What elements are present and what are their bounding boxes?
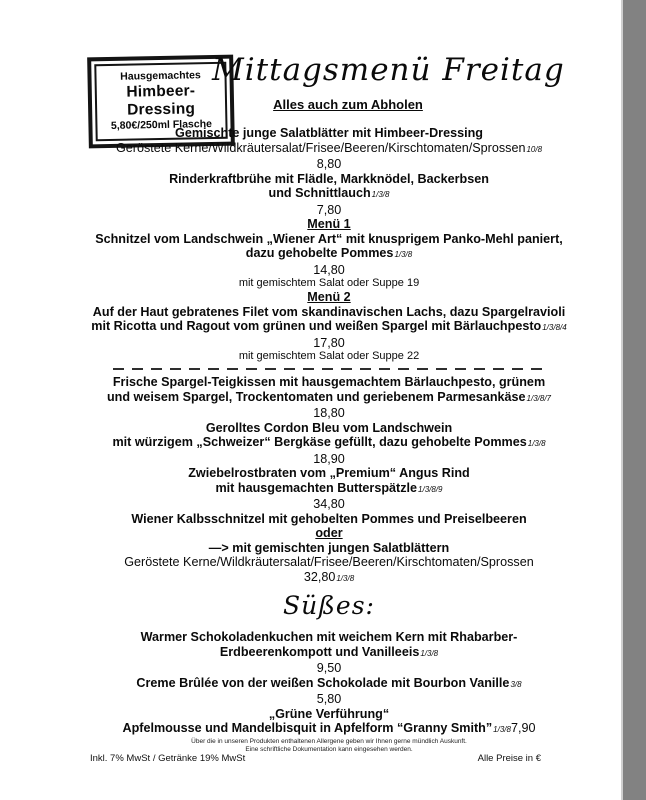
inline-price: 7,90	[510, 721, 536, 735]
menu-line-text: dazu gehobelte Pommes	[245, 246, 394, 260]
menu-line-dish	[83, 721, 575, 738]
menu-line-desc	[83, 141, 575, 158]
allergen-codes: 1/3/8/9	[418, 484, 443, 494]
menu-line-dish	[83, 707, 575, 722]
allergen-codes: 1/3/8/4	[542, 323, 567, 332]
allergen-codes: 1/3/8	[336, 573, 355, 583]
menu-line-dish	[83, 541, 575, 556]
menu-line-text: Menü 1	[307, 217, 351, 231]
menu-line-text: 9,50	[316, 661, 342, 675]
menu-line-mheading	[83, 217, 575, 232]
menu-line-text: 32,80	[303, 569, 336, 584]
menu-line-note	[83, 350, 575, 363]
menu-line-text: Zwiebelrostbraten vom „Premium“ Angus Rind	[188, 466, 470, 480]
allergen-codes: 10/8	[526, 144, 543, 154]
allergen-codes: 1/3/8	[371, 190, 390, 199]
menu-line-divider	[113, 368, 546, 370]
menu-line-price	[83, 661, 575, 676]
menu-line-text: mit Ricotta und Ragout vom grünen und weißen Spargel mit Bärlauchpesto	[91, 319, 542, 333]
menu-line-dish	[83, 305, 575, 320]
menu-line-text: 5,80	[316, 692, 342, 706]
menu-lines	[83, 126, 575, 755]
menu-line-text: 34,80	[313, 497, 345, 511]
menu-line-text: Gerolltes Cordon Bleu vom Landschwein	[205, 420, 453, 435]
menu-line-text: Menü 2	[307, 290, 351, 304]
menu-line-dish	[83, 126, 575, 141]
menu-line-text: Geröstete Kerne/Wildkräutersalat/Frisee/Beeren/Kirschtomaten/Sprossen	[124, 555, 534, 569]
menu-line-text: Gemischte junge Salatblätter mit Himbeer-Dressing	[175, 126, 483, 140]
menu-line-mheading	[83, 290, 575, 305]
menu-line-price	[83, 406, 575, 421]
allergen-codes: 3/8	[510, 679, 522, 689]
menu-line-text: mit gemischtem Salat oder Suppe 19	[238, 277, 420, 289]
menu-line-text: mit gemischtem Salat oder Suppe 22	[238, 350, 420, 362]
menu-line-text: Frische Spargel-Teigkissen mit hausgemachtem Bärlauchpesto, grünem	[112, 375, 546, 389]
vat-note: Inkl. 7% MwSt / Getränke 19% MwSt	[90, 753, 246, 764]
menu-line-text: 8,80	[316, 157, 342, 171]
menu-line-script	[83, 586, 575, 630]
currency-note: Alle Preise in €	[477, 753, 541, 764]
menu-line-text: Rinderkraftbrühe mit Flädle, Markknödel, Backerbsen	[169, 171, 489, 186]
takeaway-note: Alles auch zum Abholen	[273, 97, 423, 112]
menu-line-text: Warmer Schokoladenkuchen mit weichem Kern mit Rhabarber-	[140, 630, 518, 644]
menu-line-price	[83, 570, 575, 587]
menu-line-price	[83, 336, 575, 351]
menu-line-price	[83, 452, 575, 467]
menu-line-text: 18,90	[313, 451, 345, 466]
menu-line-text: Apfelmousse und Mandelbisquit in Apfelform “Granny Smith”	[122, 721, 493, 735]
menu-line-dish	[83, 390, 575, 407]
menu-line-text: und weisem Spargel, Trockentomaten und geriebenem Parmesankäse	[106, 389, 526, 404]
menu-line-dish	[83, 435, 575, 452]
menu-line-dish	[83, 186, 575, 203]
menu-line-dish	[83, 645, 575, 662]
menu-line-price	[83, 263, 575, 278]
menu-line-text: Creme Brûlée von der weißen Schokolade mit Bourbon Vanille	[136, 675, 510, 690]
menu-line-text: 14,80	[313, 262, 345, 277]
menu-line-text: —> mit gemischten jungen Salatblättern	[208, 540, 450, 555]
menu-line-text: und Schnittlauch	[268, 186, 371, 200]
menu-line-text: mit hausgemachten Butterspätzle	[215, 480, 418, 495]
menu-line-text: Wiener Kalbsschnitzel mit gehobelten Pommes und Preiselbeeren	[131, 511, 527, 526]
menu-line-price	[83, 203, 575, 218]
menu-line-price	[83, 692, 575, 707]
title-block	[212, 50, 565, 114]
menu-line-tiny	[83, 738, 575, 747]
menu-line-note	[83, 277, 575, 290]
menu-title: Mittagsmenü Freitag	[212, 52, 565, 88]
menu-line-dish	[83, 630, 575, 645]
stamp-product-intro: Hausgemachtes	[120, 69, 201, 83]
menu-line-text: 17,80	[313, 335, 345, 350]
allergen-codes: 1/3/8	[420, 648, 439, 658]
menu-line-text: Süßes:	[283, 591, 375, 620]
scrollbar-track[interactable]	[621, 0, 646, 800]
allergen-codes: 1/3/8/7	[526, 393, 551, 403]
stamp-product-price: 5,80€/250ml Flasche	[110, 118, 213, 132]
menu-line-text: Schnitzel vom Landschwein „Wiener Art“ mit knusprigem Panko-Mehl paniert,	[95, 231, 563, 246]
menu-line-dish	[83, 246, 575, 263]
menu-line-text: Auf der Haut gebratenes Filet vom skandinavischen Lachs, dazu Spargelravioli	[92, 304, 566, 319]
menu-line-text: Eine schriftliche Dokumentation kann eingesehen werden.	[245, 746, 413, 753]
menu-line-text: mit würzigem „Schweizer“ Bergkäse gefüllt, dazu gehobelte Pommes	[112, 435, 527, 449]
menu-line-dish	[83, 172, 575, 187]
menu-line-text: oder	[315, 526, 343, 540]
menu-line-text: 7,80	[316, 202, 342, 217]
menu-line-dish	[83, 466, 575, 481]
menu-line-price	[83, 157, 575, 172]
allergen-codes: 1/3/8	[527, 439, 546, 448]
menu-line-dish	[83, 232, 575, 247]
menu-line-text: Über die in unseren Produkten enthaltenen Allergene geben wir Ihnen gerne mündlich Auskunft.	[191, 737, 467, 745]
menu-line-price	[83, 497, 575, 512]
menu-line-dish	[83, 512, 575, 527]
menu-line-dish	[83, 481, 575, 498]
menu-line-desc	[83, 555, 575, 570]
stamp-product-name: Himbeer-Dressing	[126, 82, 196, 119]
menu-line-mheading	[83, 526, 575, 541]
menu-line-text: Erdbeerenkompott und Vanilleeis	[219, 644, 420, 659]
allergen-codes: 1/3/8	[493, 725, 511, 734]
menu-line-dish	[83, 676, 575, 693]
menu-line-dish	[83, 319, 575, 336]
allergen-codes: 1/3/8	[394, 250, 413, 259]
menu-line-text: 18,80	[313, 406, 345, 420]
menu-line-text: Geröstete Kerne/Wildkräutersalat/Frisee/Beeren/Kirschtomaten/Sprossen	[115, 140, 526, 155]
menu-line-text: „Grüne Verführung“	[268, 706, 390, 721]
menu-line-dish	[83, 421, 575, 436]
menu-line-dish	[83, 375, 575, 390]
